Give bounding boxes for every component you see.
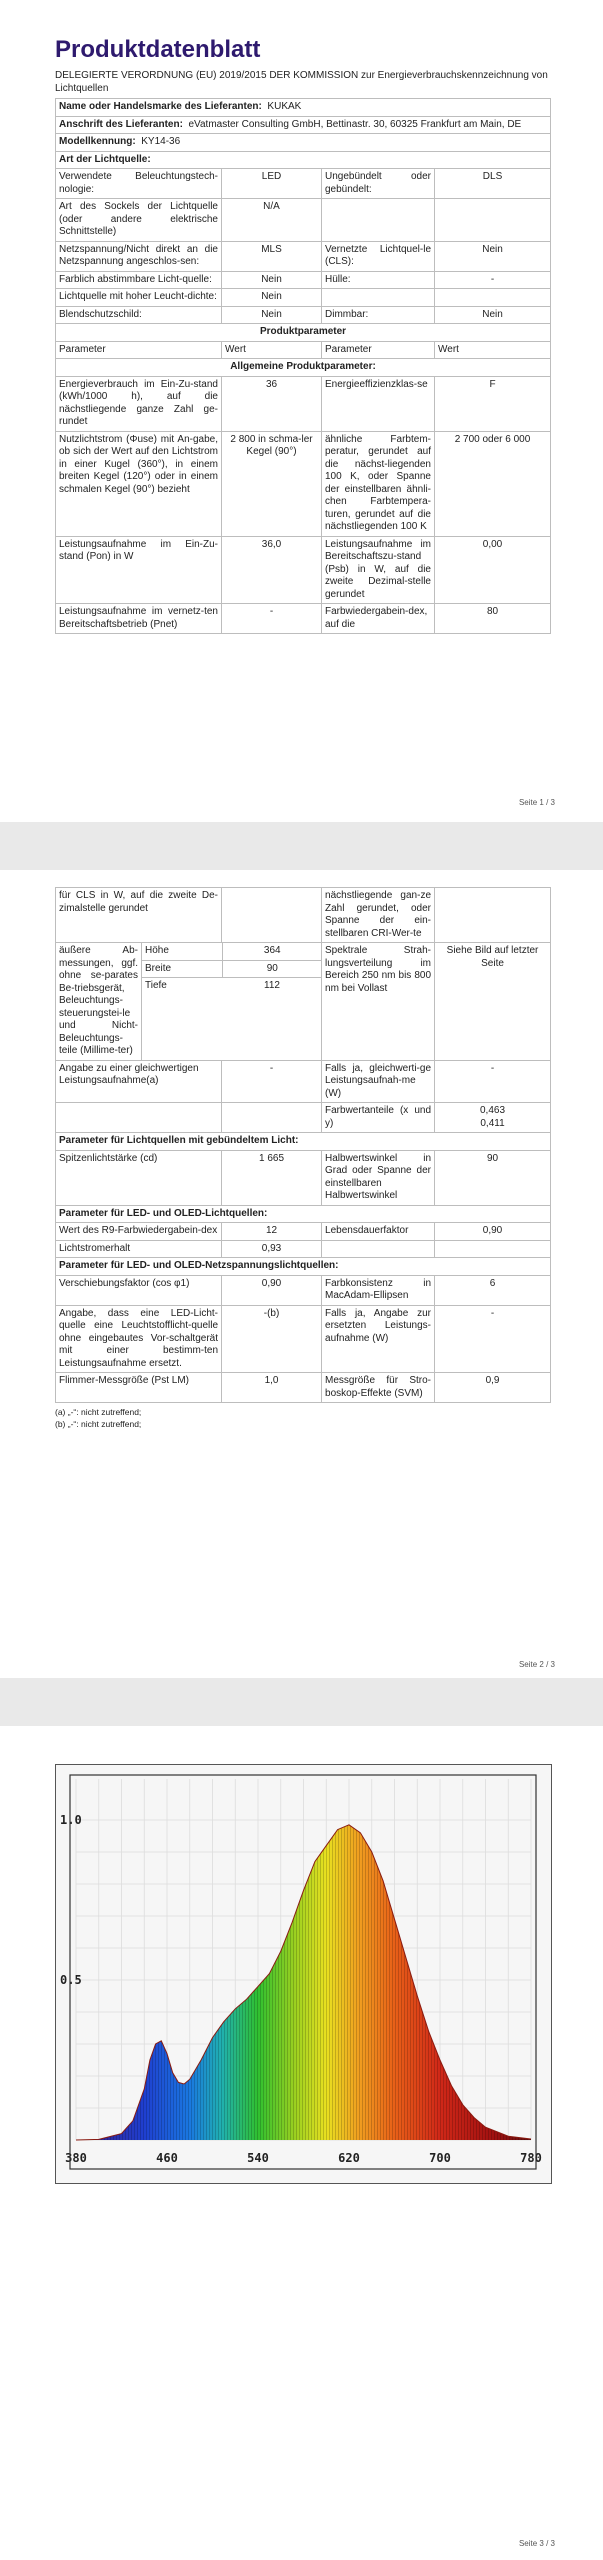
dim-label: Breite [142, 960, 222, 978]
param-label: Nutzlichtstrom (Φuse) mit An-gabe, ob sich der Wert auf den Lichtstrom in einer Kugel (360°), in einem breiten Kegel (120°) oder in einem schmalen Kegel (90°) bezieht [56, 431, 222, 536]
param-value: 90 [435, 1150, 551, 1205]
col-param-header: Parameter [322, 341, 435, 359]
general-row [56, 431, 551, 536]
param-value: 6 [435, 1275, 551, 1305]
supplier-name: KUKAK [267, 101, 302, 112]
chromaticity-row [56, 1103, 551, 1133]
general-row [56, 376, 551, 431]
x-tick-label: 380 [65, 2151, 87, 2165]
footnote-a: (a) „-“: nicht zutreffend; [55, 1407, 142, 1417]
mains-header-row [56, 1258, 551, 1276]
param-value: DLS [435, 169, 551, 199]
param-value: LED [222, 169, 322, 199]
supplier-address-label: Anschrift des Lieferanten: [59, 118, 183, 130]
column-header-row [56, 341, 551, 359]
param-label: Wert des R9-Farbwiedergabein-dex [56, 1223, 222, 1241]
x-axis-ticks [65, 2151, 542, 2165]
param-label: Lebensdauerfaktor [322, 1223, 435, 1241]
param-value [435, 289, 551, 307]
param-value: 0,93 [222, 1240, 322, 1258]
param-label: Leistungsaufnahme im Ein-Zu-stand (Pon) in W [56, 536, 222, 604]
param-value: 2 700 oder 6 000 [435, 431, 551, 536]
x-tick-label: 700 [429, 2151, 451, 2165]
param-value: F [435, 376, 551, 431]
type-row [56, 169, 551, 199]
dim-value: 112 [222, 978, 322, 995]
param-label: Leistungsaufnahme im Bereitschaftszu-stand (Psb) in W, auf die zweite Dezimal-stelle gerundet [322, 536, 435, 604]
param-label: nächstliegende gan-ze Zahl gerundet, oder Spanne der ein-stellbaren CRI-Wer-te [322, 888, 435, 943]
type-row [56, 271, 551, 289]
dimensions-row [56, 943, 551, 1061]
col-value-header: Wert [435, 341, 551, 359]
y-axis-ticks [60, 1813, 82, 1987]
dim-label: Tiefe [142, 978, 222, 995]
page-number: Seite 2 / 3 [518, 1660, 555, 1669]
param-label: Leistungsaufnahme im vernetz-ten Bereitschaftsbetrieb (Pnet) [56, 604, 222, 634]
param-label: Energieverbrauch im Ein-Zu-stand (kWh/1000 h), auf die nächstliegende ganze Zahl ge-rundet [56, 376, 222, 431]
y-tick-label: 1.0 [60, 1813, 82, 1827]
col-param-header: Parameter [56, 341, 222, 359]
chromaticity-x: 0,463 [480, 1105, 506, 1116]
param-value [435, 199, 551, 242]
led-header-row [56, 1205, 551, 1223]
page-number: Seite 1 / 3 [518, 798, 555, 807]
param-value: Nein [435, 306, 551, 324]
param-value: 36,0 [222, 536, 322, 604]
param-value [435, 1240, 551, 1258]
param-label: für CLS in W, auf die zweite De-zimalstelle gerundet [56, 888, 222, 943]
spectrum-chart-svg [56, 1765, 551, 2183]
param-value: 0,90 [222, 1275, 322, 1305]
dim-value: 90 [222, 960, 322, 978]
param-label: Angabe, dass eine LED-Licht-quelle eine Leuchtstofflicht-quelle ohne eingebautes Vor-schaltgerät mit einer bestimm-ten Leistungsaufnahme ersetzt. [56, 1305, 222, 1373]
supplier-address-row [56, 116, 551, 134]
param-label: Netzspannung/Nicht direkt an die Netzspannung angeschlos-sen: [56, 241, 222, 271]
param-label: Farbkonsistenz in MacAdam-Ellipsen [322, 1275, 435, 1305]
param-value: N/A [222, 199, 322, 242]
param-value: 36 [222, 376, 322, 431]
mains-row [56, 1275, 551, 1305]
led-row [56, 1223, 551, 1241]
dls-header: Parameter für Lichtquellen mit gebündeltem Licht: [56, 1133, 551, 1151]
page-1-content [55, 35, 550, 634]
page-2 [0, 870, 603, 1678]
param-value: Nein [222, 289, 322, 307]
dimensions-label: äußere Ab-messungen, ggf. ohne se-parates Be-triebsgerät, Beleuchtungs-steuerungstei-le und Nicht-Beleuchtungs-teile (Millime-ter) [56, 943, 142, 1061]
x-tick-label: 780 [520, 2151, 542, 2165]
product-data-table [55, 98, 551, 634]
chromaticity-y: 0,411 [480, 1117, 505, 1129]
mains-row [56, 1373, 551, 1403]
equiv-power-value: - [435, 1060, 551, 1103]
page-2-content [55, 887, 550, 1430]
mains-row [56, 1305, 551, 1373]
param-label: Spitzenlichtstärke (cd) [56, 1150, 222, 1205]
dls-header-row [56, 1133, 551, 1151]
x-tick-label: 620 [338, 2151, 360, 2165]
param-label: Falls ja, Angabe zur ersetzten Leistungs-aufnahme (W) [322, 1305, 435, 1373]
param-value: 0,90 [435, 1223, 551, 1241]
equiv-label: Angabe zu einer gleichwertigen Leistungsaufnahme(a) [59, 1062, 199, 1086]
spectral-value: Siehe Bild auf letzter Seite [435, 943, 551, 1061]
page-1 [0, 0, 603, 822]
supplier-name-label: Name oder Handelsmarke des Lieferanten: [59, 101, 262, 112]
page-3 [0, 1726, 603, 2560]
param-label: Verwendete Beleuchtungstech-nologie: [56, 169, 222, 199]
param-label: Hülle: [322, 271, 435, 289]
model-row [56, 134, 551, 152]
param-value: 0,9 [435, 1373, 551, 1403]
param-value: - [222, 604, 322, 634]
continued-row [56, 888, 551, 943]
spectral-label: Spektrale Strah-lungsverteilung im Bereich 250 nm bis 800 nm bei Vollast [322, 943, 435, 1061]
dls-row [56, 1150, 551, 1205]
type-row [56, 289, 551, 307]
param-value: 80 [435, 604, 551, 634]
param-value: 0,00 [435, 536, 551, 604]
regulation-text: DELEGIERTE VERORDNUNG (EU) 2019/2015 DER KOMMISSION zur Energieverbrauchskennzeichnung von Lichtquellen [55, 70, 548, 94]
col-value-header: Wert [222, 341, 322, 359]
param-label: Verschiebungsfaktor (cos φ1) [56, 1275, 222, 1305]
param-label: Lichtquelle mit hoher Leucht-dichte: [56, 289, 222, 307]
param-label: Farbwiedergabein-dex, auf die [322, 604, 435, 634]
model-id: KY14-36 [141, 136, 181, 147]
general-row [56, 604, 551, 634]
param-label: Dimmbar: [322, 306, 435, 324]
led-header: Parameter für LED- und OLED-Lichtquellen: [56, 1205, 551, 1223]
param-label: Ungebündelt oder gebündelt: [322, 169, 435, 199]
equiv-row [56, 1060, 551, 1103]
dim-label: Höhe [142, 943, 222, 960]
param-label: Energieeffizienzklas-se [322, 376, 435, 431]
param-label [322, 199, 435, 242]
param-label: Halbwertswinkel in Grad oder Spanne der einstellbaren Halbwertswinkel [322, 1150, 435, 1205]
spectrum-chart [55, 1764, 552, 2184]
param-label [322, 1240, 435, 1258]
param-value: -(b) [222, 1305, 322, 1373]
general-header: Allgemeine Produktparameter: [56, 359, 551, 377]
document-title: Produktdatenblatt [55, 36, 261, 63]
param-value: Nein [435, 241, 551, 271]
param-value: Nein [222, 306, 322, 324]
param-value: 12 [222, 1223, 322, 1241]
param-value: Nein [222, 271, 322, 289]
param-label: Vernetzte Lichtquel-le (CLS): [322, 241, 435, 271]
param-label: Lichtstromerhalt [56, 1240, 222, 1258]
param-value: 2 800 in schma-ler Kegel (90°) [222, 431, 322, 536]
type-row [56, 306, 551, 324]
param-label: ähnliche Farbtem-peratur, gerundet auf die nächst-liegenden 100 K, oder Spanne der einstellbaren ähnli-chen Farbtempera-turen, gerundet auf die nächstliegenden 100 K [322, 431, 435, 536]
model-label: Modellkennung: [59, 136, 136, 147]
product-data-table-continued [55, 887, 551, 1403]
params-header: Produktparameter [56, 324, 551, 342]
param-label: Flimmer-Messgröße (Pst LM) [56, 1373, 222, 1403]
supplier-name-row [56, 99, 551, 117]
param-label: Farblich abstimmbare Licht-quelle: [56, 271, 222, 289]
param-value: 1 665 [222, 1150, 322, 1205]
params-header-row [56, 324, 551, 342]
param-value: 1,0 [222, 1373, 322, 1403]
param-label: Art des Sockels der Lichtquelle (oder andere elektrische Schnittstelle) [56, 199, 222, 242]
type-header: Art der Lichtquelle: [56, 151, 551, 169]
led-row [56, 1240, 551, 1258]
footnote-b: (b) „-“: nicht zutreffend; [55, 1419, 142, 1429]
x-tick-label: 460 [156, 2151, 178, 2165]
param-value: MLS [222, 241, 322, 271]
dimensions-table [142, 943, 322, 995]
mains-header: Parameter für LED- und OLED-Netzspannungslichtquellen: [56, 1258, 551, 1276]
param-label [322, 289, 435, 307]
supplier-address: eVatmaster Consulting GmbH, Bettinastr. 30, 60325 Frankfurt am Main, DE [188, 118, 522, 130]
y-tick-label: 0.5 [60, 1973, 82, 1987]
param-value: - [435, 1305, 551, 1373]
param-value: - [435, 271, 551, 289]
type-row [56, 241, 551, 271]
page-number: Seite 3 / 3 [518, 2539, 555, 2548]
x-tick-label: 540 [247, 2151, 269, 2165]
general-row [56, 536, 551, 604]
type-header-row [56, 151, 551, 169]
equiv-value: - [222, 1060, 322, 1103]
chromaticity-label: Farbwertanteile (x und y) [322, 1103, 435, 1133]
param-label: Messgröße für Stro-boskop-Effekte (SVM) [322, 1373, 435, 1403]
param-label: Blendschutzschild: [56, 306, 222, 324]
dim-value: 364 [222, 943, 322, 960]
general-header-row [56, 359, 551, 377]
equiv-power-label: Falls ja, gleichwerti-ge Leistungsaufnah-me (W) [322, 1060, 435, 1103]
type-row [56, 199, 551, 242]
